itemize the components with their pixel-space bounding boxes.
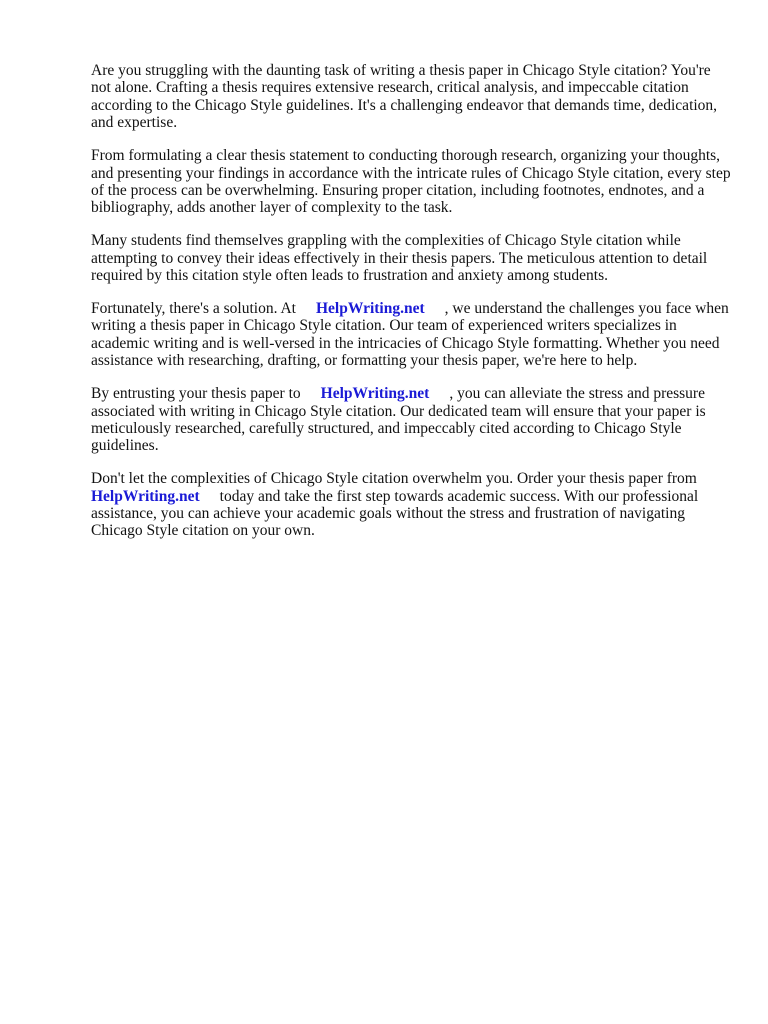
paragraph-entrust xyxy=(91,385,731,455)
paragraph-intro: Are you struggling with the daunting task of writing a thesis paper in Chicago Style citation? You're not alone. Crafting a thesis requires extensive research, critical analysis, and impeccable citation according to the Chicago Style guidelines. It's a challenging endeavor that demands time, dedication, and expertise. xyxy=(91,62,718,132)
helpwriting-link-3[interactable]: HelpWriting.net xyxy=(91,487,200,505)
paragraph-solution xyxy=(91,300,731,370)
helpwriting-link-2[interactable]: HelpWriting.net xyxy=(320,385,430,403)
paragraph-order-text-end: today and take the first step towards academic success. With our professional assistance, you can achieve your academic goals without the stress and frustration of navigating Chicago Style citation on your own. xyxy=(91,487,699,540)
paragraph-order xyxy=(91,470,731,540)
paragraph-solution-text-start: Fortunately, there's a solution. At xyxy=(91,299,296,317)
paragraph-solution-text-end: , we understand the challenges you face when writing a thesis paper in Chicago Style citation. Our team of experienced writers specializes in academic writing and is well-versed in the intricacies of Chicago Style formatting. Whether you need assistance with researching, drafting, or formatting your thesis paper, we're here to help. xyxy=(91,299,729,370)
helpwriting-link-1[interactable]: HelpWriting.net xyxy=(315,299,425,317)
document-page xyxy=(91,62,731,555)
paragraph-entrust-text-end: , you can alleviate the stress and pressure associated with writing in Chicago Style citation. Our dedicated team will ensure that your paper is meticulously researched, carefully structured, and impeccably cited according to Chicago Style guidelines. xyxy=(91,385,706,455)
paragraph-entrust-text-start: By entrusting your thesis paper to xyxy=(91,385,301,403)
paragraph-process: From formulating a clear thesis statement to conducting thorough research, organizing your thoughts, and presenting your findings in accordance with the intricate rules of Chicago Style citation, every step of the process can be overwhelming. Ensuring proper citation, including footnotes, endnotes, and a bibliography, adds another layer of complexity to the task. xyxy=(91,147,731,217)
paragraph-students: Many students find themselves grappling with the complexities of Chicago Style citation while attempting to convey their ideas effectively in their thesis papers. The meticulous attention to detail required by this citation style often leads to frustration and anxiety among students. xyxy=(91,232,708,285)
paragraph-order-text-start: Don't let the complexities of Chicago Style citation overwhelm you. Order your thesis paper from xyxy=(91,470,697,488)
